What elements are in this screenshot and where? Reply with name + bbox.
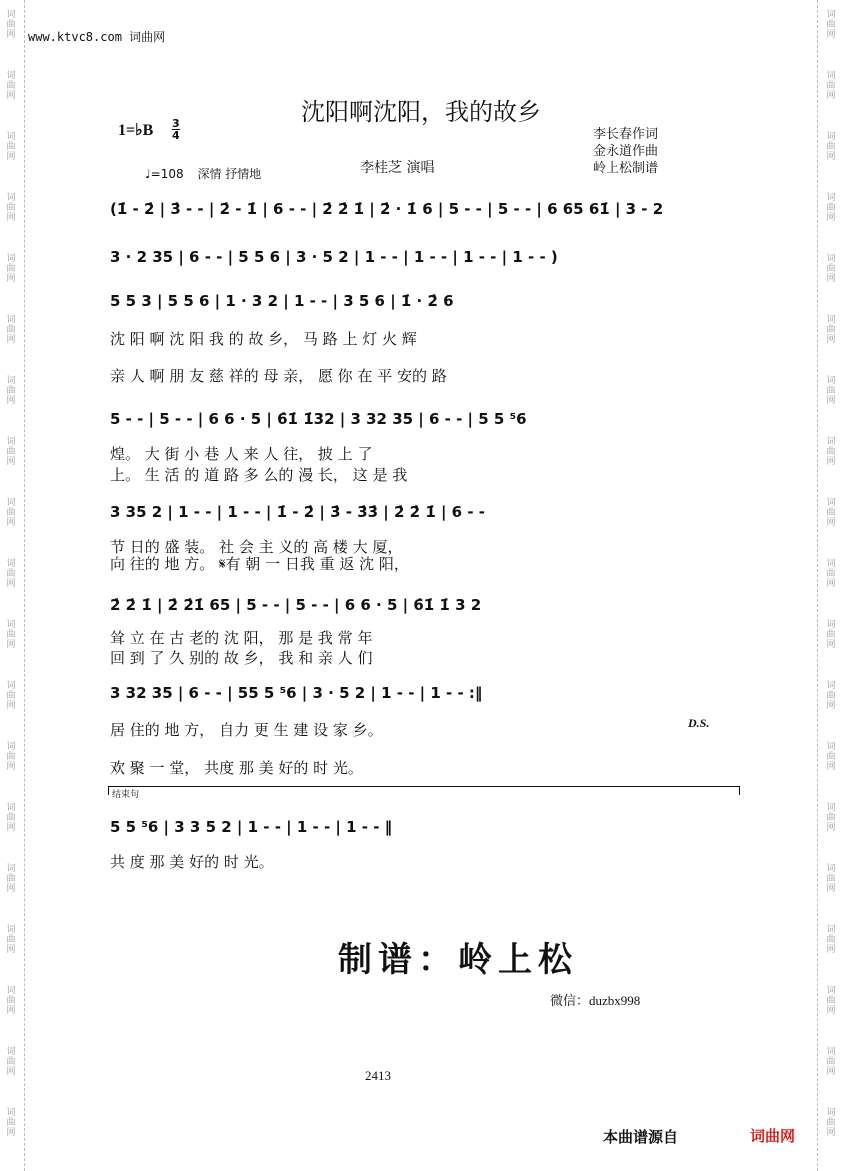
- watermark-text: 词曲网: [6, 864, 16, 894]
- lyric-row: 向 往的 地 方。 𝄋有 朝 一 日我 重 返 沈 阳，: [110, 555, 409, 573]
- watermark-text: 词曲网: [826, 10, 836, 40]
- notation-row: 5 5 3 | 5 5 6 | 1 · 3 2 | 1 - - | 3 5 6 | 1̇ · 2̇ 6: [110, 292, 454, 310]
- ending-bracket: [108, 786, 740, 795]
- watermark-text: 词曲网: [826, 132, 836, 162]
- watermark-text: 词曲网: [826, 193, 836, 223]
- watermark-text: 词曲网: [6, 437, 16, 467]
- lyric-row: 煌。 大 街 小 巷 人 来 人 往， 披 上 了: [110, 445, 373, 463]
- key-signature: 1=♭B: [118, 122, 154, 139]
- watermark-text: 词曲网: [6, 925, 16, 955]
- lyric-row: 居 住的 地 方， 自力 更 生 建 设 家 乡。: [110, 721, 383, 739]
- watermark-text: 词曲网: [6, 742, 16, 772]
- watermark-text: 词曲网: [6, 132, 16, 162]
- watermark-text: 词曲网: [6, 376, 16, 406]
- notation-row: 5 5 ⁵6 | 3 3 5 2 | 1 - - | 1 - - | 1 - - ‖: [110, 818, 393, 836]
- watermark-text: 词曲网: [6, 254, 16, 284]
- watermark-text: 词曲网: [6, 1047, 16, 1077]
- lyric-row: 沈 阳 啊 沈 阳 我 的 故 乡， 马 路 上 灯 火 辉: [110, 330, 417, 348]
- tempo-value: ♩=108: [145, 167, 184, 181]
- ending-label: 结束句: [112, 790, 140, 800]
- lyric-row: 亲 人 啊 朋 友 慈 祥的 母 亲， 愿 你 在 平 安的 路: [110, 367, 447, 385]
- notation-row: 2̇ 2̇ 1̇ | 2̇ 2̇1̇ 65 | 5 - - | 5 - - | 6 6 · 5 | 6̇1̇ 1̇ 3 2: [110, 596, 482, 614]
- lyric-row: 上。 生 活 的 道 路 多 么的 漫 长， 这 是 我: [110, 466, 408, 484]
- expression-marking: 深情 抒情地: [197, 167, 262, 181]
- page-number: 2413: [365, 1068, 391, 1083]
- lyric-row: 共 度 那 美 好的 时 光。: [110, 853, 274, 871]
- watermark-text: 词曲网: [6, 803, 16, 833]
- lyric-row: 节 日的 盛 装。 社 会 主 义的 高 楼 大 厦，: [110, 538, 403, 556]
- watermark-text: 词曲网: [6, 193, 16, 223]
- watermark-text: 词曲网: [826, 498, 836, 528]
- signature-text: 制谱：岭上松: [338, 940, 578, 980]
- notation-row: 3 32 35 | 6 - - | 55 5 ⁵6 | 3 · 5 2 | 1 - - | 1 - - :‖: [110, 684, 483, 702]
- watermark-text: 词曲网: [6, 10, 16, 40]
- watermark-text: 词曲网: [6, 681, 16, 711]
- watermark-text: 词曲网: [826, 376, 836, 406]
- watermark-text: 词曲网: [6, 986, 16, 1016]
- watermark-text: 词曲网: [6, 559, 16, 589]
- watermark-text: 词曲网: [6, 498, 16, 528]
- footer-brand-link[interactable]: 词曲网: [750, 1127, 796, 1145]
- wechat-contact: 微信：duzbx998: [550, 993, 641, 1008]
- footer-source-label: 本曲谱源自: [603, 1128, 679, 1146]
- watermark-text: 词曲网: [826, 803, 836, 833]
- watermark-text: 词曲网: [826, 315, 836, 345]
- watermark-text: 词曲网: [826, 620, 836, 650]
- tempo-marking: [145, 165, 261, 182]
- watermark-text: 词曲网: [6, 620, 16, 650]
- watermark-text: 词曲网: [826, 925, 836, 955]
- watermark-text: 词曲网: [826, 864, 836, 894]
- watermark-text: 词曲网: [826, 559, 836, 589]
- song-title: 沈阳啊沈阳，我的故乡: [301, 98, 541, 126]
- lyric-row: 耸 立 在 古 老的 沈 阳， 那 是 我 常 年: [110, 629, 373, 647]
- watermark-text: 词曲网: [826, 1108, 836, 1138]
- watermark-text: 词曲网: [826, 986, 836, 1016]
- lyricist-credit: 李长春作词: [593, 127, 659, 142]
- lyric-row: 回 到 了 久 别的 故 乡， 我 和 亲 人 们: [110, 649, 373, 667]
- singer-credit: 李桂芝 演唱: [360, 160, 435, 176]
- watermark-text: 词曲网: [826, 437, 836, 467]
- watermark-text: 词曲网: [826, 71, 836, 101]
- watermark-text: 词曲网: [826, 254, 836, 284]
- lyric-row: 欢 聚 一 堂， 共度 那 美 好的 时 光。: [110, 759, 363, 777]
- ds-marking: D.S.: [688, 716, 710, 730]
- transcriber-credit: 岭上松制谱: [593, 161, 659, 176]
- time-signature: $\frac{3}{4}$: [172, 117, 180, 142]
- composer-credit: 金永道作曲: [593, 144, 659, 159]
- watermark-text: 词曲网: [826, 681, 836, 711]
- notation-row: 3 · 2 35 | 6 - - | 5 5 6 | 3 · 5 2 | 1 - - | 1 - - | 1 - - | 1 - - ): [110, 248, 558, 266]
- site-header[interactable]: www.ktvc8.com 词曲网: [28, 30, 166, 44]
- watermark-text: 词曲网: [6, 315, 16, 345]
- watermark-text: 词曲网: [826, 742, 836, 772]
- watermark-text: 词曲网: [826, 1047, 836, 1077]
- notation-row: 5 - - | 5 - - | 6 6 · 5 | 6̇1̇ 1̇32 | 3 32 35 | 6 - - | 5 5 ⁵6: [110, 410, 527, 428]
- watermark-text: 词曲网: [6, 1108, 16, 1138]
- notation-row: (1̇ - 2̇ | 3̇ - - | 2̇ - 1̇ | 6 - - | 2̇ 2̇ 1̇ | 2̇ · 1̇ 6 | 5 - - | 5 - - | 6 65 61̇ | 3 - 2: [110, 200, 664, 218]
- watermark-text: 词曲网: [6, 71, 16, 101]
- notation-row: 3 35 2 | 1 - - | 1 - - | 1̇ - 2̇ | 3̇ - 3̇3̇ | 2̇ 2̇ 1̇ | 6 - -: [110, 503, 486, 521]
